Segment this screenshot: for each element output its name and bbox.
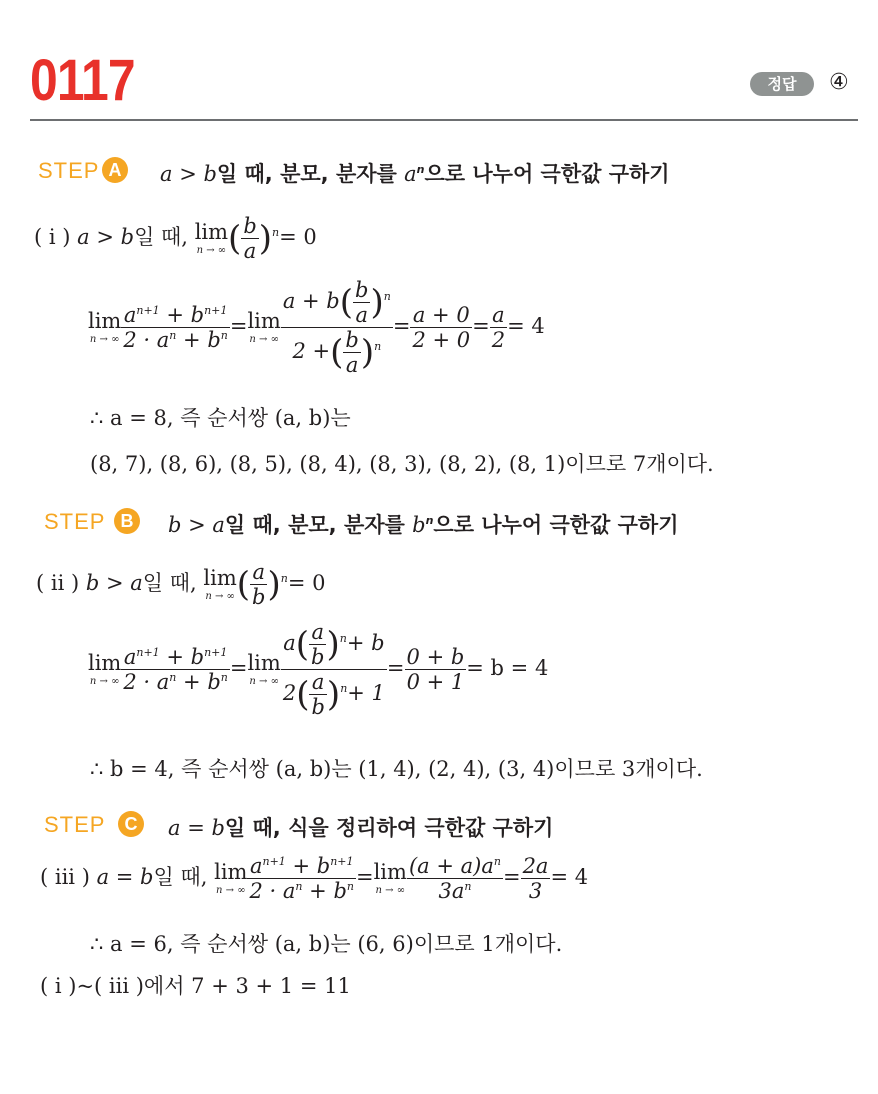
step3-fraction: $\frac{2a}{3}$ (522, 854, 549, 903)
rhs-fraction: a( $\frac{a}{b}$ )$^n$+ b 2( $\frac{a}{b}$ )$^n$+ 1 (282, 620, 385, 719)
step-a-heading (38, 158, 99, 184)
step-c-badge: C (118, 811, 144, 837)
case1-result: = 4 (507, 314, 545, 338)
header-divider (30, 119, 858, 121)
lim-operator: lim n → ∞ (247, 650, 281, 687)
answer-badge: 정답 (750, 72, 814, 96)
step-c-cond: a = b (168, 816, 225, 840)
lim-operator: lim n → ∞ (88, 308, 122, 345)
case2-when: 일 때, (142, 571, 197, 595)
summary-line: ( i )~( iii )에서 7 + 3 + 1 = 11 (40, 974, 351, 998)
step-a-title (160, 158, 670, 188)
answer-value: ④ (829, 70, 849, 95)
lim-operator: lim n → ∞ (214, 859, 248, 896)
step-label: STEP (38, 158, 100, 183)
case3-result: = 4 (550, 865, 589, 889)
step3-fraction: $\frac{a + 0}{2 + 0}$ (412, 303, 471, 352)
step-b-rest: 으로 나누어 극한값 구하기 (433, 513, 679, 537)
step-b-var: b (412, 513, 426, 537)
step4-fraction: $\frac{a}{2}$ (491, 303, 506, 352)
case3-computation: ( iii ) a = b일 때, lim n → ∞ $\frac{a^{n+1} + b^{n+1}}{2 \cdot a^n + b^n}$ = lim n → ∞ $\frac{(a + a)a^n}{3a^n}$ = $\frac{2a}{3}$ = 4 (40, 854, 589, 903)
step-a-cond: a > b (160, 162, 217, 186)
case1-when: 일 때, (134, 225, 188, 249)
step-c-title (168, 812, 553, 842)
step3-fraction: $\frac{0 + b}{0 + 1}$ (406, 645, 465, 694)
lim-operator: lim n → ∞ (194, 219, 229, 256)
lim-operator: lim n → ∞ (203, 565, 237, 602)
case2-cond: b > a (85, 571, 143, 595)
problem-number: 0117 (30, 48, 135, 113)
step-b-cond: b > a (168, 513, 225, 537)
step-b-sup: n (425, 514, 434, 527)
case1-label: ( i ) (34, 225, 71, 249)
step-a-rest: 으로 나누어 극한값 구하기 (424, 162, 670, 186)
case1-cond-line: ( i ) a > b일 때, lim n → ∞ ( $\frac{b}{a}$ )$^n$= 0 (34, 214, 317, 263)
main-fraction: $\frac{a^{n+1} + b^{n+1}}{2 \cdot a^n + b^n}$ (123, 303, 228, 352)
rhs-fraction: a + b( $\frac{b}{a}$ )$^n$ 2 +( $\frac{b}{a}$ )$^n$ (282, 278, 391, 377)
frac-b-over-a: $\frac{b}{a}$ (243, 214, 257, 263)
step-c-title-text: 일 때, 식을 정리하여 극한값 구하기 (224, 816, 554, 840)
main-fraction: $\frac{a^{n+1} + b^{n+1}}{2 \cdot a^n + b^n}$ (249, 854, 354, 903)
case1-therefore: ∴ a = 8, 즉 순서쌍 (a, b)는 (90, 406, 351, 430)
step-a-badge: A (102, 157, 128, 183)
case3-cond: a = b (96, 865, 154, 889)
case1-cond: a > b (77, 225, 135, 249)
lim-operator: lim n → ∞ (373, 859, 407, 896)
case1-limit-result: = 0 (279, 225, 317, 249)
step-b-title-text: 일 때, 분모, 분자를 (224, 513, 413, 537)
case2-result: = b = 4 (466, 656, 549, 680)
lim-operator: lim n → ∞ (88, 650, 122, 687)
step-a-sup: n (416, 163, 425, 176)
step-b-badge: B (114, 508, 140, 534)
step-a-title-text: 일 때, 분모, 분자를 (216, 162, 405, 186)
frac-a-over-b: $\frac{a}{b}$ (252, 560, 266, 609)
case3-therefore: ∴ a = 6, 즉 순서쌍 (a, b)는 (6, 6)이므로 1개이다. (90, 932, 563, 956)
case1-computation: lim n → ∞ $\frac{a^{n+1} + b^{n+1}}{2 \cdot a^n + b^n}$ = lim n → ∞ a + b( $\frac{b}{a}$ )$^n$ 2 +( $\frac{b}{a}$ )$^n$ = $\frac{a + 0}{2 + 0}$ = $\frac{a}{2}$ = 4 (88, 278, 545, 377)
step-label: STEP (44, 509, 106, 534)
step-c-heading (44, 812, 105, 838)
step-label: STEP (44, 812, 106, 837)
case3-when: 일 때, (153, 865, 208, 889)
case2-therefore: ∴ b = 4, 즉 순서쌍 (a, b)는 (1, 4), (2, 4), (3, 4)이므로 3개이다. (90, 757, 703, 781)
lim-operator: lim n → ∞ (247, 308, 281, 345)
step-b-title (168, 509, 679, 539)
case1-pairs: (8, 7), (8, 6), (8, 5), (8, 4), (8, 3), (8, 2), (8, 1)이므로 7개이다. (90, 452, 714, 476)
case3-label: ( iii ) (40, 865, 90, 889)
step-a-var: a (404, 162, 417, 186)
main-fraction: $\frac{a^{n+1} + b^{n+1}}{2 \cdot a^n + b^n}$ (123, 645, 228, 694)
step-b-heading (44, 509, 105, 535)
case2-cond-line: ( ii ) b > a일 때, lim n → ∞ ( $\frac{a}{b}$ )$^n$= 0 (36, 560, 326, 609)
case2-limit-result: = 0 (287, 571, 326, 595)
case2-computation: lim n → ∞ $\frac{a^{n+1} + b^{n+1}}{2 \cdot a^n + b^n}$ = lim n → ∞ a( $\frac{a}{b}$ )$^n$+ b 2( $\frac{a}{b}$ )$^n$+ 1 = $\frac{0 + b}{0 + 1}$ = b = 4 (88, 620, 549, 719)
rhs-fraction: $\frac{(a + a)a^n}{3a^n}$ (408, 854, 501, 903)
case2-label: ( ii ) (36, 571, 80, 595)
